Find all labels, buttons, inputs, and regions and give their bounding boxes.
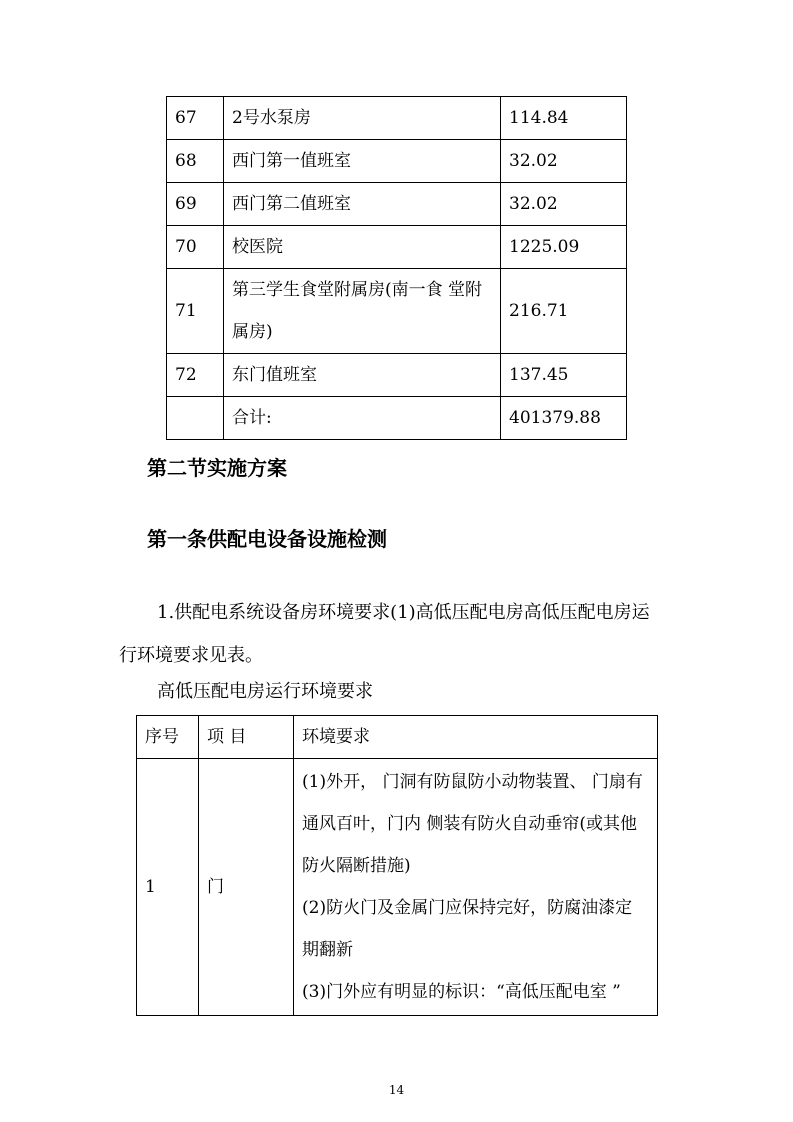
total-label: 合计: [224, 397, 501, 440]
building-name: 西门第二值班室 [224, 183, 501, 226]
table-row [167, 269, 627, 354]
row-number: 72 [167, 354, 224, 397]
building-area: 32.02 [501, 183, 627, 226]
header-number: 序号 [137, 716, 199, 759]
header-item: 项 目 [199, 716, 294, 759]
building-name: 2号水泵房 [224, 97, 501, 140]
body-paragraph: 1.供配电系统设备房环境要求(1)高低压配电房高低压配电房运行环境要求见表。 [119, 602, 650, 666]
building-name: 第三学生食堂附属房(南一食 堂附属房) [224, 269, 501, 354]
header-requirement: 环境要求 [294, 716, 658, 759]
building-name: 东门值班室 [224, 354, 501, 397]
row-number [167, 397, 224, 440]
row-number: 69 [167, 183, 224, 226]
building-area: 137.45 [501, 354, 627, 397]
building-name: 西门第一值班室 [224, 140, 501, 183]
total-area: 401379.88 [501, 397, 627, 440]
building-area-table [166, 96, 627, 440]
table-row [167, 183, 627, 226]
row-item: 门 [199, 759, 294, 1016]
building-area: 1225.09 [501, 226, 627, 269]
row-number: 71 [167, 269, 224, 354]
environment-requirements-table [136, 715, 658, 1016]
row-number: 70 [167, 226, 224, 269]
article-title: 第一条供配电设备设施检测 [147, 527, 387, 551]
building-area: 32.02 [501, 140, 627, 183]
page-number: 14 [388, 1083, 405, 1097]
building-name: 校医院 [224, 226, 501, 269]
table-header-row [137, 716, 658, 759]
table-caption: 高低压配电房运行环境要求 [157, 681, 373, 702]
table-row [137, 759, 658, 1016]
row-number: 68 [167, 140, 224, 183]
table-row [167, 354, 627, 397]
section-title: 第二节实施方案 [147, 456, 287, 480]
table-row [167, 140, 627, 183]
row-number: 67 [167, 97, 224, 140]
table-row [167, 97, 627, 140]
row-requirement: (1)外开， 门洞有防鼠防小动物装置、 门扇有通风百叶，门内 侧装有防火自动垂帘(或其他防火隔断措施) (2)防火门及金属门应保持完好，防腐油漆定期翻新 (3)门外应有明显的标识：“高低压配电室 ” [294, 759, 658, 1016]
row-number: 1 [137, 759, 199, 1016]
table-row-total [167, 397, 627, 440]
table-row [167, 226, 627, 269]
building-area: 114.84 [501, 97, 627, 140]
building-area: 216.71 [501, 269, 627, 354]
